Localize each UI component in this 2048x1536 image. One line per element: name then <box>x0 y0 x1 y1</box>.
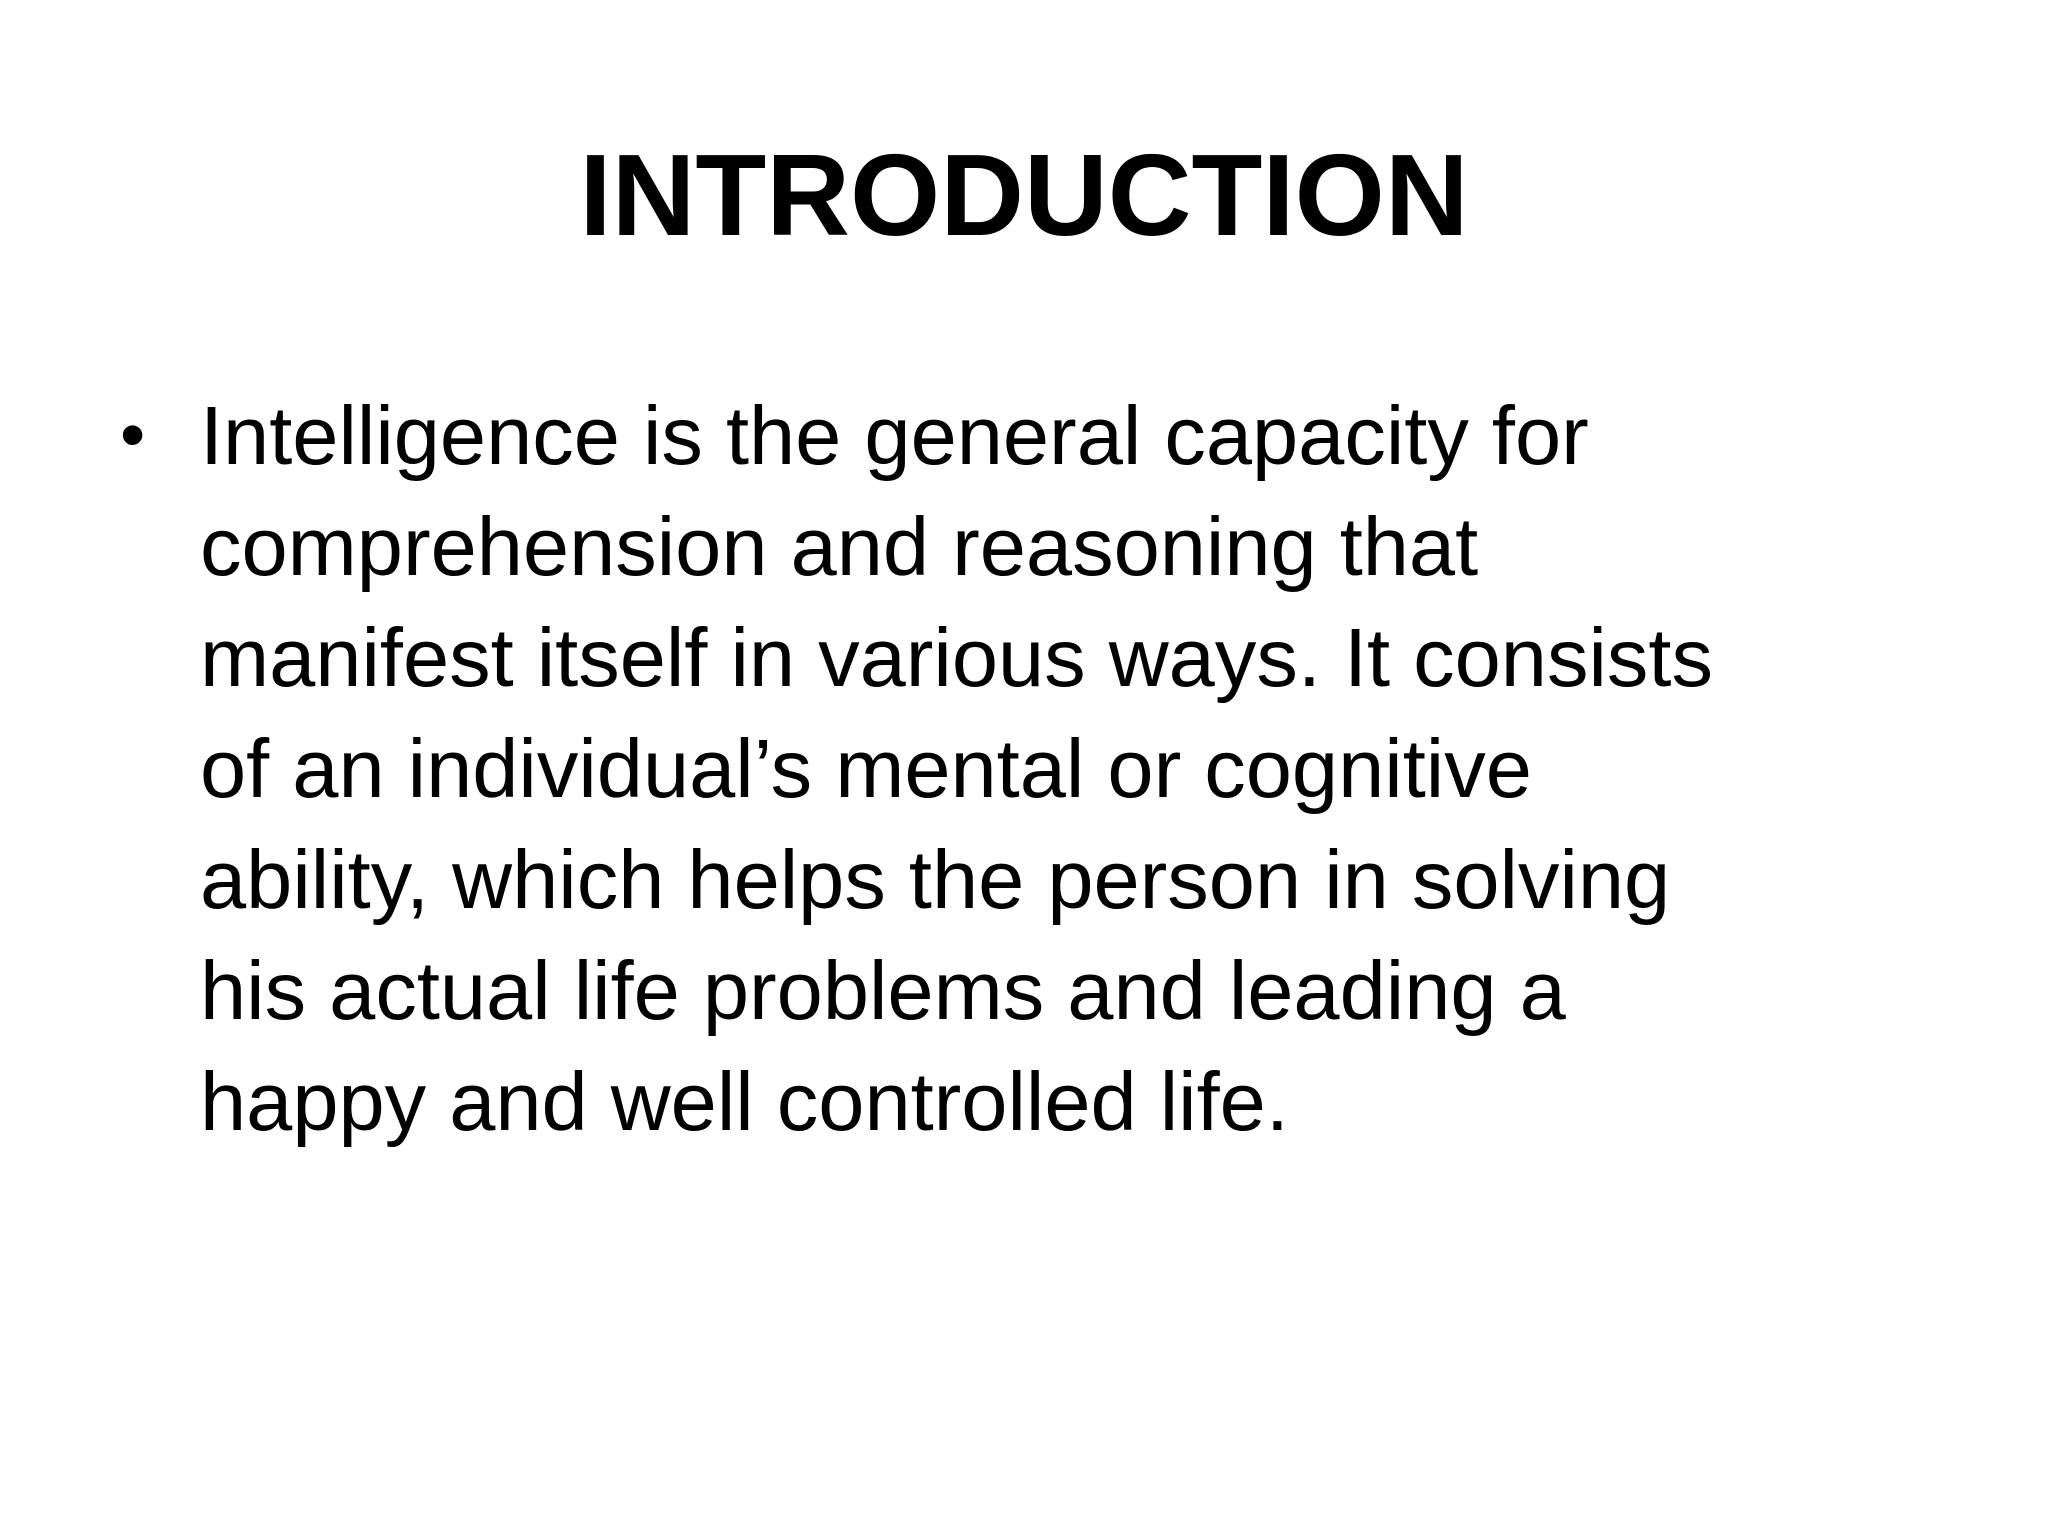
bullet-text-line: of an individual’s mental or cognitive <box>200 722 1532 815</box>
bullet-list <box>120 380 1900 1157</box>
slide-title: INTRODUCTION <box>579 130 1469 260</box>
bullet-text-line: comprehension and reasoning that <box>200 500 1479 593</box>
bullet-text-line: manifest itself in various ways. It consists <box>200 611 1713 704</box>
bullet-marker: • <box>120 395 146 475</box>
bullet-text-line: his actual life problems and leading a <box>200 944 1566 1037</box>
bullet-text-line: Intelligence is the general capacity for <box>200 389 1589 482</box>
bullet-text-line: ability, which helps the person in solving <box>200 833 1671 926</box>
bullet-item <box>120 380 1900 1157</box>
bullet-text-line: happy and well controlled life. <box>200 1055 1289 1148</box>
